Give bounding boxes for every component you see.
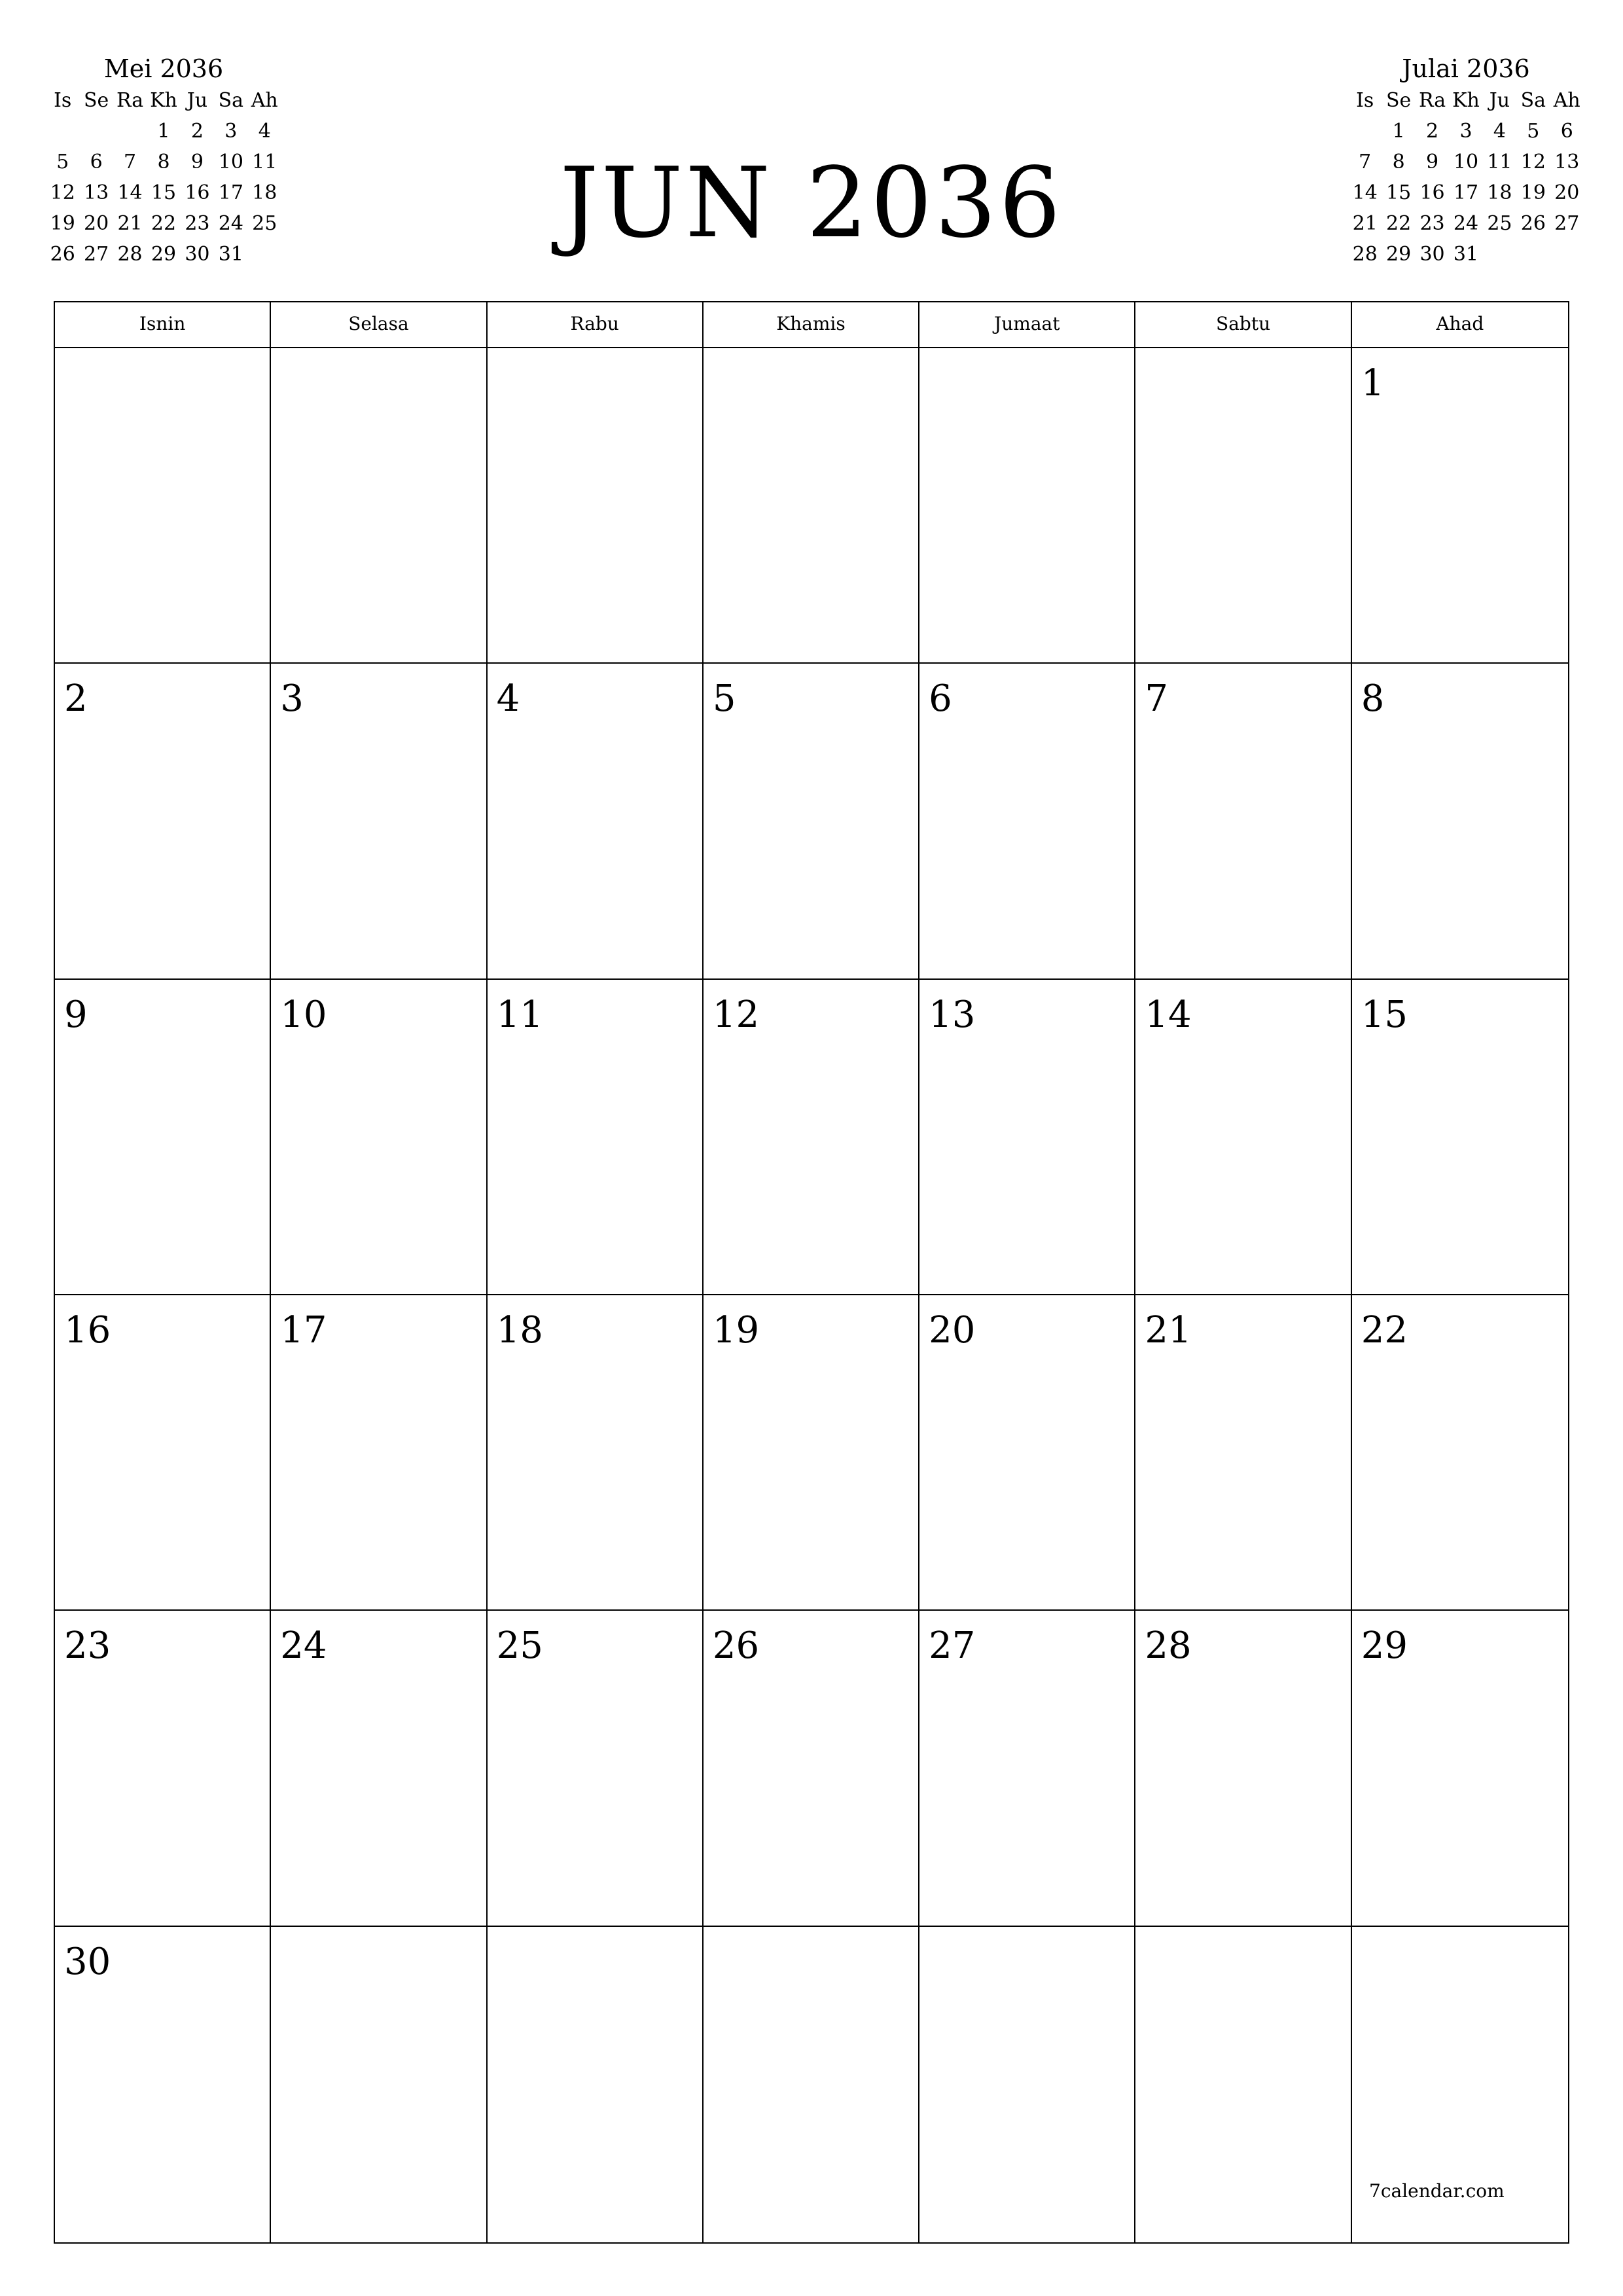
- mini-day: 14: [1352, 181, 1378, 204]
- mini-day: 28: [1352, 243, 1378, 266]
- day-number: 28: [1145, 1624, 1192, 1668]
- mini-day: 24: [218, 212, 243, 235]
- mini-day: 7: [1359, 151, 1372, 173]
- day-cell[interactable]: [919, 664, 1135, 979]
- mini-day: 1: [157, 120, 170, 143]
- day-cell[interactable]: [1135, 980, 1351, 1295]
- mini-day: 11: [1487, 151, 1512, 173]
- mini-weekday-label: Is: [54, 89, 72, 112]
- mini-weekday-label: Sa: [1520, 89, 1546, 112]
- mini-day: 15: [1386, 181, 1412, 204]
- mini-day: 31: [1453, 243, 1479, 266]
- day-cell[interactable]: [55, 664, 271, 979]
- day-number: 13: [929, 993, 976, 1036]
- day-number: 30: [64, 1940, 111, 1983]
- mini-weekday-label: Ju: [187, 89, 208, 112]
- day-cell[interactable]: [704, 664, 919, 979]
- day-number: 22: [1361, 1309, 1408, 1352]
- mini-calendar-title: Mei 2036: [103, 54, 224, 83]
- mini-day: 18: [1487, 181, 1512, 204]
- day-cell[interactable]: [271, 1295, 487, 1611]
- day-cell[interactable]: [488, 664, 704, 979]
- mini-day: 4: [1493, 120, 1506, 143]
- day-cell[interactable]: [488, 348, 704, 664]
- day-number: 1: [1361, 362, 1385, 404]
- day-cell[interactable]: [704, 1611, 919, 1926]
- weekday-header: Khamis: [704, 302, 919, 348]
- day-cell[interactable]: [919, 1295, 1135, 1611]
- mini-calendar-title: Julai 2036: [1402, 54, 1530, 83]
- day-cell[interactable]: [55, 348, 271, 664]
- day-cell[interactable]: [1352, 980, 1568, 1295]
- mini-weekday-label: Ah: [251, 89, 278, 112]
- day-cell[interactable]: [1352, 1295, 1568, 1611]
- weekday-header: Selasa: [271, 302, 487, 348]
- mini-weekday-label: Ra: [1418, 89, 1446, 112]
- mini-weekday-label: Se: [1385, 89, 1412, 112]
- mini-day: 23: [1419, 212, 1445, 235]
- day-number: 3: [280, 677, 304, 721]
- mini-day: 19: [50, 212, 75, 235]
- mini-day: 26: [50, 243, 75, 266]
- day-cell[interactable]: [488, 1295, 704, 1611]
- mini-calendar-grid: [1348, 85, 1584, 270]
- mini-day: [1483, 239, 1516, 270]
- mini-day: 14: [117, 181, 143, 204]
- day-cell[interactable]: [271, 348, 487, 664]
- mini-day: 31: [218, 243, 243, 266]
- mini-day: 6: [90, 151, 103, 173]
- mini-day: 20: [1554, 181, 1580, 204]
- mini-day: 17: [1453, 181, 1479, 204]
- mini-weekday-label: Sa: [218, 89, 244, 112]
- mini-day: 17: [218, 181, 243, 204]
- day-cell[interactable]: [271, 664, 487, 979]
- day-number: 9: [64, 993, 88, 1036]
- mini-day: 28: [117, 243, 143, 266]
- day-cell[interactable]: [704, 348, 919, 664]
- mini-day: 16: [1419, 181, 1445, 204]
- mini-day: 10: [218, 151, 243, 173]
- day-number: 6: [929, 677, 952, 721]
- mini-day: 3: [1459, 120, 1472, 143]
- mini-day: 13: [1554, 151, 1580, 173]
- day-cell[interactable]: [488, 1611, 704, 1926]
- mini-day: 29: [151, 243, 177, 266]
- day-cell[interactable]: [919, 980, 1135, 1295]
- day-number: 26: [712, 1624, 760, 1668]
- day-cell[interactable]: [1352, 348, 1568, 664]
- mini-day: 16: [185, 181, 210, 204]
- mini-day: [113, 116, 147, 147]
- mini-day: 19: [1520, 181, 1546, 204]
- weekday-header: Jumaat: [919, 302, 1135, 348]
- mini-day: 25: [1487, 212, 1512, 235]
- mini-day: [46, 116, 79, 147]
- day-cell[interactable]: [55, 1611, 271, 1926]
- day-cell[interactable]: [488, 1927, 704, 2242]
- mini-day: 24: [1453, 212, 1479, 235]
- mini-weekday-label: Kh: [150, 89, 177, 112]
- mini-weekday-label: Ra: [116, 89, 144, 112]
- day-cell[interactable]: [1352, 1611, 1568, 1926]
- day-cell[interactable]: [704, 980, 919, 1295]
- mini-day: 25: [252, 212, 277, 235]
- mini-day: 12: [1520, 151, 1546, 173]
- mini-calendar-next: [1348, 52, 1584, 270]
- mini-weekday-label: Se: [83, 89, 109, 112]
- day-cell[interactable]: [55, 1927, 271, 2242]
- day-number: 7: [1145, 677, 1169, 721]
- mini-day: 3: [224, 120, 238, 143]
- mini-day: 27: [1554, 212, 1580, 235]
- page-title: JUN 2036: [560, 147, 1063, 259]
- day-cell[interactable]: [55, 1295, 271, 1611]
- day-number: 10: [280, 993, 327, 1036]
- mini-day: 15: [151, 181, 177, 204]
- day-number: 27: [929, 1624, 976, 1668]
- day-cell[interactable]: [704, 1295, 919, 1611]
- mini-day: 7: [124, 151, 137, 173]
- mini-day: [1516, 239, 1550, 270]
- day-cell[interactable]: [271, 1611, 487, 1926]
- mini-day: 13: [84, 181, 109, 204]
- mini-day: 4: [258, 120, 271, 143]
- footer-credit: 7calendar.com: [1369, 2180, 1505, 2202]
- mini-day: 26: [1520, 212, 1546, 235]
- day-cell[interactable]: [1135, 348, 1351, 664]
- mini-day: 23: [185, 212, 210, 235]
- day-number: 24: [280, 1624, 327, 1668]
- day-number: 4: [496, 677, 520, 721]
- mini-day: 21: [117, 212, 143, 235]
- day-cell[interactable]: [919, 348, 1135, 664]
- day-number: 16: [64, 1309, 111, 1352]
- mini-day: 20: [84, 212, 109, 235]
- mini-day: 22: [151, 212, 177, 235]
- month-grid: [54, 301, 1569, 2244]
- day-number: 29: [1361, 1624, 1408, 1668]
- day-number: 19: [712, 1309, 760, 1352]
- day-cell[interactable]: [1135, 1611, 1351, 1926]
- day-number: 14: [1145, 993, 1192, 1036]
- day-number: 18: [496, 1309, 543, 1352]
- day-cell[interactable]: [488, 980, 704, 1295]
- mini-day: 21: [1352, 212, 1378, 235]
- mini-day: [79, 116, 113, 147]
- mini-day: 22: [1386, 212, 1412, 235]
- day-cell[interactable]: [919, 1611, 1135, 1926]
- day-number: 23: [64, 1624, 111, 1668]
- day-number: 21: [1145, 1309, 1192, 1352]
- day-number: 25: [496, 1624, 543, 1668]
- day-number: 5: [712, 677, 736, 721]
- mini-day: [1550, 239, 1584, 270]
- mini-day: 30: [185, 243, 210, 266]
- mini-day: 9: [190, 151, 204, 173]
- mini-day: 9: [1426, 151, 1439, 173]
- day-number: 12: [712, 993, 760, 1036]
- mini-day: 27: [84, 243, 109, 266]
- mini-day: 11: [252, 151, 277, 173]
- mini-weekday-label: Ah: [1553, 89, 1580, 112]
- day-number: 2: [64, 677, 88, 721]
- mini-day: 10: [1453, 151, 1479, 173]
- day-cell[interactable]: [1352, 664, 1568, 979]
- day-number: 15: [1361, 993, 1408, 1036]
- weekday-header: Isnin: [55, 302, 271, 348]
- weekday-header: Ahad: [1352, 302, 1568, 348]
- day-cell[interactable]: [1135, 1295, 1351, 1611]
- mini-day: 18: [252, 181, 277, 204]
- mini-day: 2: [190, 120, 204, 143]
- mini-day: 8: [1392, 151, 1405, 173]
- mini-day: 30: [1419, 243, 1445, 266]
- day-cell[interactable]: [919, 1927, 1135, 2242]
- mini-day: 5: [56, 151, 69, 173]
- day-cell[interactable]: [1135, 664, 1351, 979]
- day-number: 11: [496, 993, 543, 1036]
- day-number: 8: [1361, 677, 1385, 721]
- mini-day: 1: [1392, 120, 1405, 143]
- mini-weekday-label: Ju: [1489, 89, 1510, 112]
- mini-day: 5: [1527, 120, 1540, 143]
- day-number: 17: [280, 1309, 327, 1352]
- mini-day: [1348, 116, 1382, 147]
- mini-day: 2: [1426, 120, 1439, 143]
- mini-day: 6: [1560, 120, 1573, 143]
- mini-day: 12: [50, 181, 75, 204]
- weekday-header: Rabu: [488, 302, 704, 348]
- mini-day: 8: [157, 151, 170, 173]
- mini-day: 29: [1386, 243, 1412, 266]
- day-cell[interactable]: [271, 1927, 487, 2242]
- day-cell[interactable]: [704, 1927, 919, 2242]
- day-number: 20: [929, 1309, 976, 1352]
- mini-weekday-label: Is: [1356, 89, 1374, 112]
- day-cell[interactable]: [55, 980, 271, 1295]
- day-cell[interactable]: [271, 980, 487, 1295]
- mini-weekday-label: Kh: [1452, 89, 1480, 112]
- day-cell[interactable]: [1135, 1927, 1351, 2242]
- weekday-header: Sabtu: [1135, 302, 1351, 348]
